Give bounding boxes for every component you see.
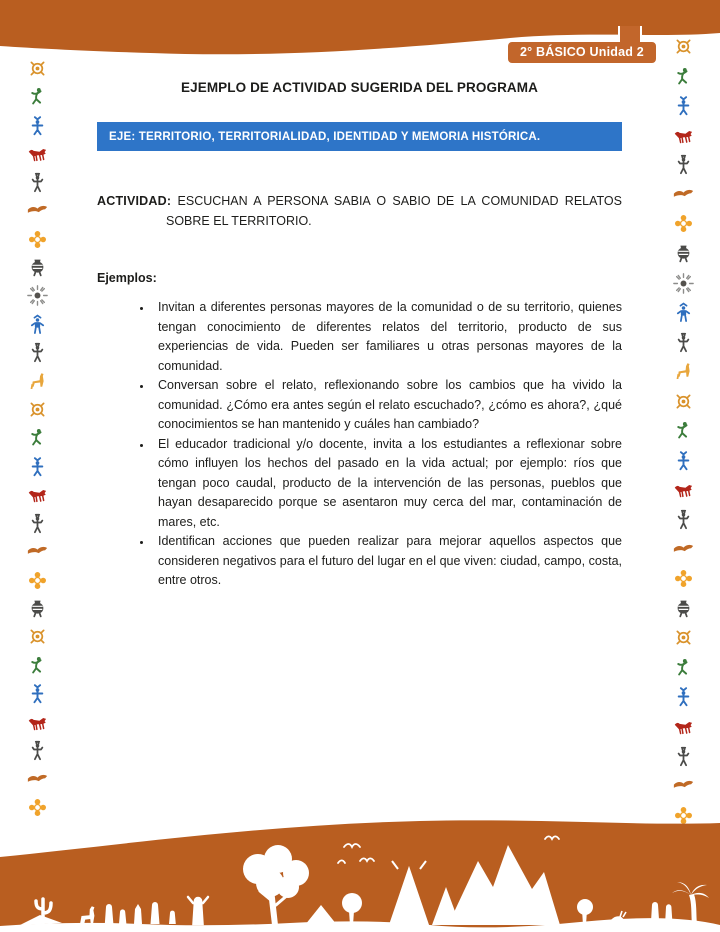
- person-icon: [27, 172, 48, 193]
- sun-icon: [673, 627, 694, 648]
- shaman-icon: [27, 115, 48, 136]
- right-icon-strip: [664, 36, 702, 826]
- condor-icon: [673, 539, 694, 560]
- flower-icon: [27, 570, 48, 591]
- activity-text: ESCUCHAN A PERSONA SABIA O SABIO DE LA COMUNIDAD RELATOS SOBRE EL TERRITORIO.: [166, 194, 622, 228]
- person-icon: [673, 509, 694, 530]
- activity-label: ACTIVIDAD:: [97, 194, 172, 208]
- eje-banner-text: EJE: TERRITORIO, TERRITORIALIDAD, IDENTIDAD Y MEMORIA HISTÓRICA.: [109, 131, 541, 143]
- fox-icon: [673, 716, 694, 737]
- dancer-icon: [27, 427, 48, 448]
- document-content: [97, 80, 622, 591]
- shaman-icon: [27, 456, 48, 477]
- person-icon: [27, 740, 48, 761]
- sun-icon: [27, 626, 48, 647]
- totem-icon: [673, 302, 694, 323]
- shaman-icon: [27, 683, 48, 704]
- shaman-icon: [673, 95, 694, 116]
- dancer-icon: [27, 655, 48, 676]
- person-icon: [27, 513, 48, 534]
- flower-icon: [673, 568, 694, 589]
- pot-icon: [673, 598, 694, 619]
- condor-icon: [27, 541, 48, 562]
- examples-heading: Ejemplos:: [97, 271, 157, 285]
- dancer-icon: [673, 657, 694, 678]
- person-icon: [673, 154, 694, 175]
- flower-icon: [27, 229, 48, 250]
- dancer-icon: [27, 86, 48, 107]
- condor-icon: [27, 769, 48, 790]
- condor-icon: [27, 200, 48, 221]
- fox-icon: [27, 712, 48, 733]
- footer-landscape-illustration: [0, 817, 720, 932]
- condor-icon: [673, 775, 694, 796]
- shaman-icon: [673, 686, 694, 707]
- activity-paragraph: [97, 191, 622, 231]
- llama-icon: [27, 371, 48, 392]
- pot-icon: [27, 598, 48, 619]
- pot-icon: [27, 257, 48, 278]
- flower-icon: [673, 213, 694, 234]
- fox-icon: [27, 143, 48, 164]
- sun-icon: [27, 58, 48, 79]
- bullet-item: • Conversan sobre el relato, reflexionando sobre los cambios que ha vivido la comunidad. ¿Cómo era antes según el relato escuchado?, ¿cómo es ahora?, ¿qué conocimientos se han mantenido y cuáles han cambiado?: [152, 376, 622, 435]
- bullet-item: • El educador tradicional y/o docente, invita a los estudiantes a reflexionar sobre cómo influyen los hechos del pasado en la vida actual; por ejemplo: ríos que tengan poco caudal, producto de la intervención de las personas, pueblos que hayan desaparecido porque se asentaron muy cerca del mar, contaminación de mares, etc.: [152, 435, 622, 533]
- pot-icon: [673, 243, 694, 264]
- dancer-icon: [673, 66, 694, 87]
- fox-icon: [673, 125, 694, 146]
- llama-icon: [673, 361, 694, 382]
- page-title: EJEMPLO DE ACTIVIDAD SUGERIDA DEL PROGRAMA: [181, 80, 538, 95]
- totem-icon: [27, 314, 48, 335]
- person-icon: [27, 342, 48, 363]
- person-icon: [673, 332, 694, 353]
- fox-icon: [673, 479, 694, 500]
- eje-banner: [97, 122, 622, 151]
- left-icon-strip: [18, 58, 56, 818]
- bullet-item: • Identifican acciones que pueden realizar para mejorar aquellos aspectos que consideren negativos para el futuro del lugar en el que viven: ciudad, campo, costa, entre otros.: [152, 532, 622, 591]
- sun-icon: [673, 36, 694, 57]
- bullet-item: • Invitan a diferentes personas mayores de la comunidad o de su territorio, quienes tengan conocimiento de diferentes relatos del territorio, producto de sus experiencias de vida. Pueden ser familiares u otras personas mayores de la comunidad.: [152, 298, 622, 376]
- sunburst-icon: [27, 285, 48, 306]
- unit-badge-label: 2° BÁSICO Unidad 2: [520, 45, 644, 59]
- dancer-icon: [673, 420, 694, 441]
- flower-icon: [27, 797, 48, 818]
- condor-icon: [673, 184, 694, 205]
- sunburst-icon: [673, 273, 694, 294]
- sun-icon: [673, 391, 694, 412]
- examples-bullet-list: [97, 298, 622, 591]
- sun-icon: [27, 399, 48, 420]
- shaman-icon: [673, 450, 694, 471]
- unit-badge: [506, 40, 658, 65]
- fox-icon: [27, 484, 48, 505]
- person-icon: [673, 746, 694, 767]
